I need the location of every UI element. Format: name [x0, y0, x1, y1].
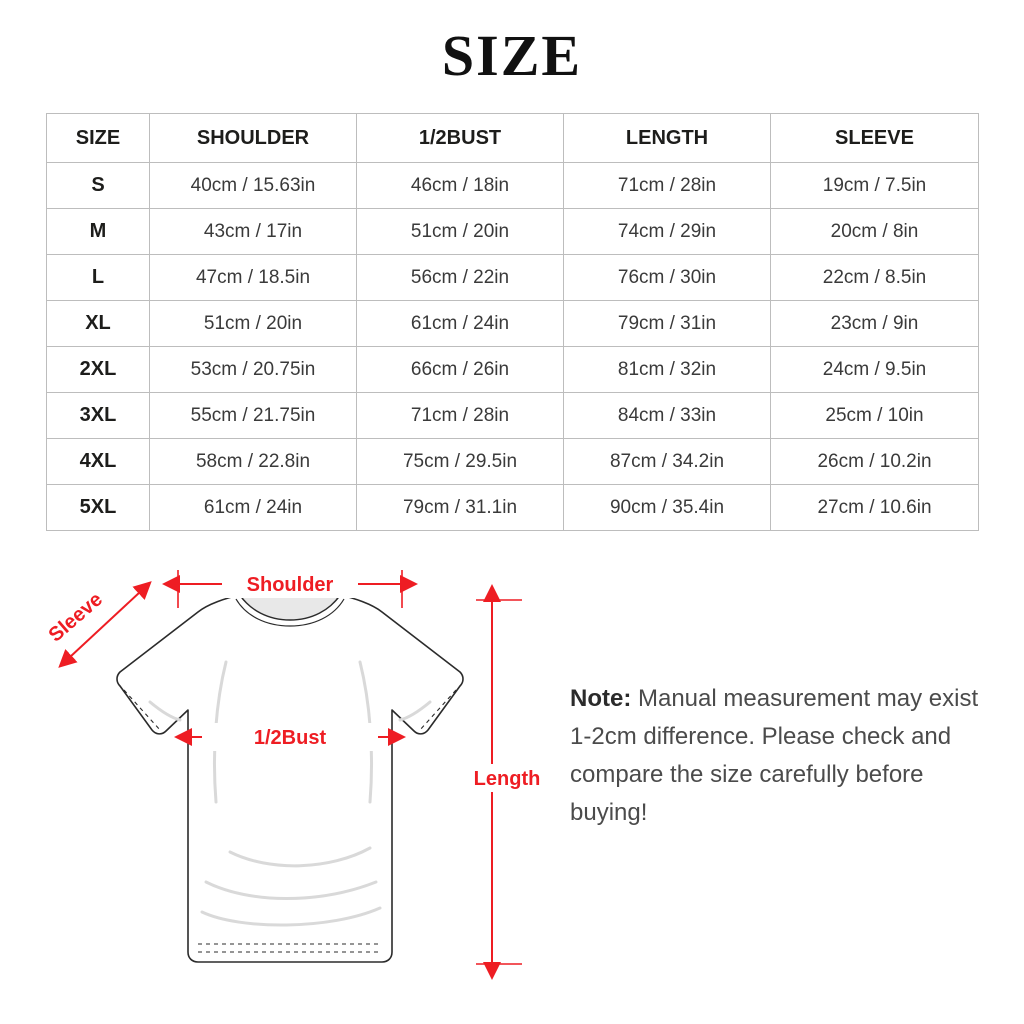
note-label: Note: — [570, 685, 632, 712]
table-row — [47, 393, 979, 439]
cell-size: XL — [47, 301, 150, 347]
cell-length: 81cm / 32in — [564, 347, 771, 393]
cell-shoulder: 51cm / 20in — [150, 301, 357, 347]
cell-sleeve: 20cm / 8in — [771, 209, 979, 255]
cell-length: 79cm / 31in — [564, 301, 771, 347]
cell-shoulder: 55cm / 21.75in — [150, 393, 357, 439]
column-header-sleeve: SLEEVE — [771, 114, 979, 163]
cell-bust: 51cm / 20in — [357, 209, 564, 255]
page-title: SIZE — [441, 23, 583, 88]
cell-bust: 56cm / 22in — [357, 255, 564, 301]
cell-length: 87cm / 34.2in — [564, 439, 771, 485]
cell-shoulder: 43cm / 17in — [150, 209, 357, 255]
cell-length: 76cm / 30in — [564, 255, 771, 301]
cell-length: 84cm / 33in — [564, 393, 771, 439]
cell-size: L — [47, 255, 150, 301]
cell-size: 5XL — [47, 485, 150, 531]
cell-bust: 66cm / 26in — [357, 347, 564, 393]
size-table — [46, 113, 979, 531]
cell-sleeve: 22cm / 8.5in — [771, 255, 979, 301]
label-length: Length — [473, 768, 541, 790]
cell-length: 90cm / 35.4in — [564, 485, 771, 531]
cell-bust: 75cm / 29.5in — [357, 439, 564, 485]
cell-shoulder: 61cm / 24in — [150, 485, 357, 531]
cell-shoulder: 53cm / 20.75in — [150, 347, 357, 393]
note-body: Manual measurement may exist 1-2cm difference. Please check and compare the size carefully before buying! — [570, 685, 979, 826]
cell-sleeve: 27cm / 10.6in — [771, 485, 979, 531]
cell-size: M — [47, 209, 150, 255]
cell-shoulder: 47cm / 18.5in — [150, 255, 357, 301]
table-row — [47, 347, 979, 393]
cell-length: 74cm / 29in — [564, 209, 771, 255]
label-sleeve: Sleeve — [44, 588, 107, 647]
table-row — [47, 163, 979, 209]
column-header-size: SIZE — [47, 114, 150, 163]
cell-bust: 46cm / 18in — [357, 163, 564, 209]
cell-bust: 71cm / 28in — [357, 393, 564, 439]
tshirt-illustration — [117, 583, 463, 962]
table-row — [47, 485, 979, 531]
column-header-length: LENGTH — [564, 114, 771, 163]
cell-sleeve: 19cm / 7.5in — [771, 163, 979, 209]
size-table-container — [46, 113, 978, 531]
note-text — [570, 680, 990, 832]
table-row — [47, 301, 979, 347]
cell-bust: 79cm / 31.1in — [357, 485, 564, 531]
table-header-row — [47, 114, 979, 163]
table-row — [47, 255, 979, 301]
column-header-shoulder: SHOULDER — [150, 114, 357, 163]
label-bust: 1/2Bust — [253, 727, 327, 749]
cell-shoulder: 58cm / 22.8in — [150, 439, 357, 485]
cell-sleeve: 23cm / 9in — [771, 301, 979, 347]
column-header-bust: 1/2BUST — [357, 114, 564, 163]
tshirt-measurement-diagram — [30, 552, 550, 1012]
cell-sleeve: 25cm / 10in — [771, 393, 979, 439]
cell-sleeve: 26cm / 10.2in — [771, 439, 979, 485]
table-row — [47, 209, 979, 255]
cell-shoulder: 40cm / 15.63in — [150, 163, 357, 209]
cell-size: 2XL — [47, 347, 150, 393]
cell-size: S — [47, 163, 150, 209]
cell-sleeve: 24cm / 9.5in — [771, 347, 979, 393]
cell-size: 3XL — [47, 393, 150, 439]
cell-length: 71cm / 28in — [564, 163, 771, 209]
table-row — [47, 439, 979, 485]
label-shoulder: Shoulder — [246, 574, 334, 596]
cell-size: 4XL — [47, 439, 150, 485]
cell-bust: 61cm / 24in — [357, 301, 564, 347]
